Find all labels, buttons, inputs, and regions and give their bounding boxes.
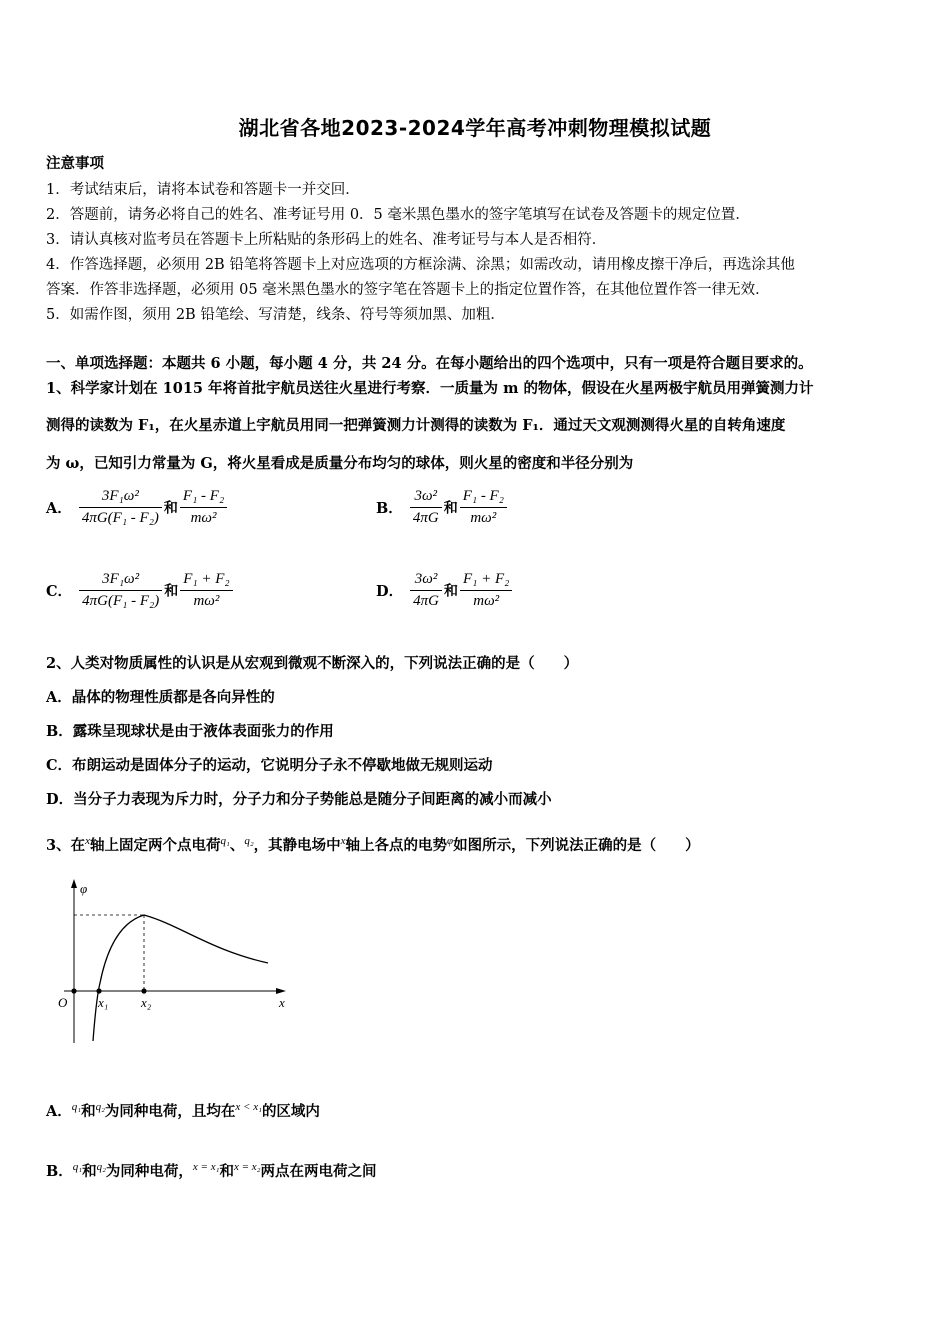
radius-fraction: $\frac{\text{F₁ - F₂}}{\text{mω²}}$: [180, 488, 227, 527]
notice-item: 5．如需作图，须用 2B 铅笔绘、写清楚，线条、符号等须加黑、加粗．: [46, 307, 505, 323]
page-title: 湖北省各地2023-2024学年高考冲刺物理模拟试题: [238, 116, 712, 140]
phi-axis-arrow: [71, 879, 77, 888]
option-label: B．: [376, 500, 403, 517]
x1-point: [96, 988, 101, 993]
option-d[interactable]: D． $\frac{\text{3ω²}}{4\pi G}$ 和 $\frac{\text{F₁ + F₂}}{\text{mω²}}$: [376, 571, 514, 610]
option-label: C．: [46, 583, 73, 600]
notice-item: 4．作答选择题，必须用 2B 铅笔将答题卡上对应选项的方框涂满、涂黑；如需改动，请用橡皮擦干净后，再选涂其他: [46, 257, 795, 273]
notice-item: 2．答题前，请务必将自己的姓名、准考证号用 0．5 毫米黑色墨水的签字笔填写在试卷及答题卡的规定位置．: [46, 207, 750, 223]
radius-fraction: $\frac{\text{F₁ + F₂}}{\text{mω²}}$: [180, 571, 232, 610]
density-fraction: $\frac{\text{3ω²}}{4\pi G}$: [410, 488, 442, 527]
option-a[interactable]: A．晶体的物理性质都是各向异性的: [46, 689, 275, 706]
option-b[interactable]: B． $\frac{\text{3ω²}}{4\pi G}$ 和 $\frac{\text{F₁ - F₂}}{\text{mω²}}$: [376, 488, 509, 527]
question-2-stem: 2、人类对物质属性的认识是从宏观到微观不断深入的，下列说法正确的是（ ）: [46, 655, 579, 672]
x-axis-label: x: [279, 995, 285, 1010]
notice-item: 3．请认真核对监考员在答题卡上所粘贴的条形码上的姓名、准考证号与本人是否相符．: [46, 232, 607, 248]
origin-point: [71, 988, 76, 993]
option-c[interactable]: C．布朗运动是固体分子的运动，它说明分子永不停歇地做无规则运动: [46, 757, 493, 774]
option-label: D．: [376, 583, 404, 600]
x2-label: x₂: [141, 995, 152, 1010]
question-1-line: 1、科学家计划在 1015 年将首批宇航员送往火星进行考察．一质量为 m 的物体，假设在火星两极宇航员用弹簧测力计: [46, 380, 814, 397]
origin-label: O: [58, 995, 68, 1010]
option-b[interactable]: B．露珠呈现球状是由于液体表面张力的作用: [46, 723, 334, 740]
question-3-stem: 3、在$^x$轴上固定两个点电荷$^{q_1}$、$^{q_2}$，其静电场中$^x$轴上各点的电势$^\varphi$如图所示，下列说法正确的是（ ）: [46, 835, 700, 854]
question-1-line: 为 ω，已知引力常量为 G，将火星看成是质量分布均匀的球体，则火星的密度和半径分别为: [46, 455, 634, 472]
notice-item: 1．考试结束后，请将本试卷和答题卡一并交回．: [46, 182, 360, 198]
density-fraction: $\frac{\text{3F₁ω²}}{\text{4πG(F₁ - F₂)}}$: [79, 488, 162, 527]
potential-curve: [93, 915, 268, 1041]
option-label: A．: [46, 500, 72, 517]
question-1-line: 测得的读数为 F₁，在火星赤道上宇航员用同一把弹簧测力计测得的读数为 F₁．通过天文观测测得火星的自转角速度: [46, 417, 786, 434]
option-a[interactable]: A．$^{q_1}$和$^{q_2}$为同种电荷，且均在$^{x < x_1}$的区域内: [46, 1101, 320, 1120]
phi-label: φ: [80, 881, 88, 896]
x-axis-arrow: [276, 988, 286, 994]
option-c[interactable]: C． $\frac{\text{3F₁ω²}}{\text{4πG(F₁ - F₂)}}$ 和 $\frac{\text{F₁ + F₂}}{\text{mω²}}$: [46, 571, 235, 610]
density-fraction: $\frac{\text{3ω²}}{4\pi G}$: [410, 571, 442, 610]
notice-item: 答案．作答非选择题，必须用 05 毫米黑色墨水的签字笔在答题卡上的指定位置作答，在其他位置作答一律无效．: [46, 282, 770, 298]
option-d[interactable]: D．当分子力表现为斥力时，分子力和分子势能总是随分子间距离的减小而减小: [46, 791, 552, 808]
x2-point: [141, 988, 146, 993]
option-b[interactable]: B．$^{q_1}$和$^{q_2}$为同种电荷，$^{x = x_1}$和$^{x = x_2}$两点在两电荷之间: [46, 1161, 377, 1180]
radius-fraction: $\frac{\text{F₁ - F₂}}{\text{mω²}}$: [460, 488, 507, 527]
option-a[interactable]: A． $\frac{\text{3F₁ω²}}{\text{4πG(F₁ - F₂)}}$ 和 $\frac{\text{F₁ - F₂}}{\text{mω²}}$: [46, 488, 229, 527]
radius-fraction: $\frac{\text{F₁ + F₂}}{\text{mω²}}$: [460, 571, 512, 610]
x1-label: x₁: [98, 995, 109, 1010]
notice-heading: 注意事项: [46, 155, 104, 172]
section-heading: 一、单项选择题：本题共 6 小题，每小题 4 分，共 24 分。在每小题给出的四个选项中，只有一项是符合题目要求的。: [46, 355, 813, 372]
density-fraction: $\frac{\text{3F₁ω²}}{\text{4πG(F₁ - F₂)}}$: [79, 571, 162, 610]
potential-graph: [50, 875, 300, 1050]
